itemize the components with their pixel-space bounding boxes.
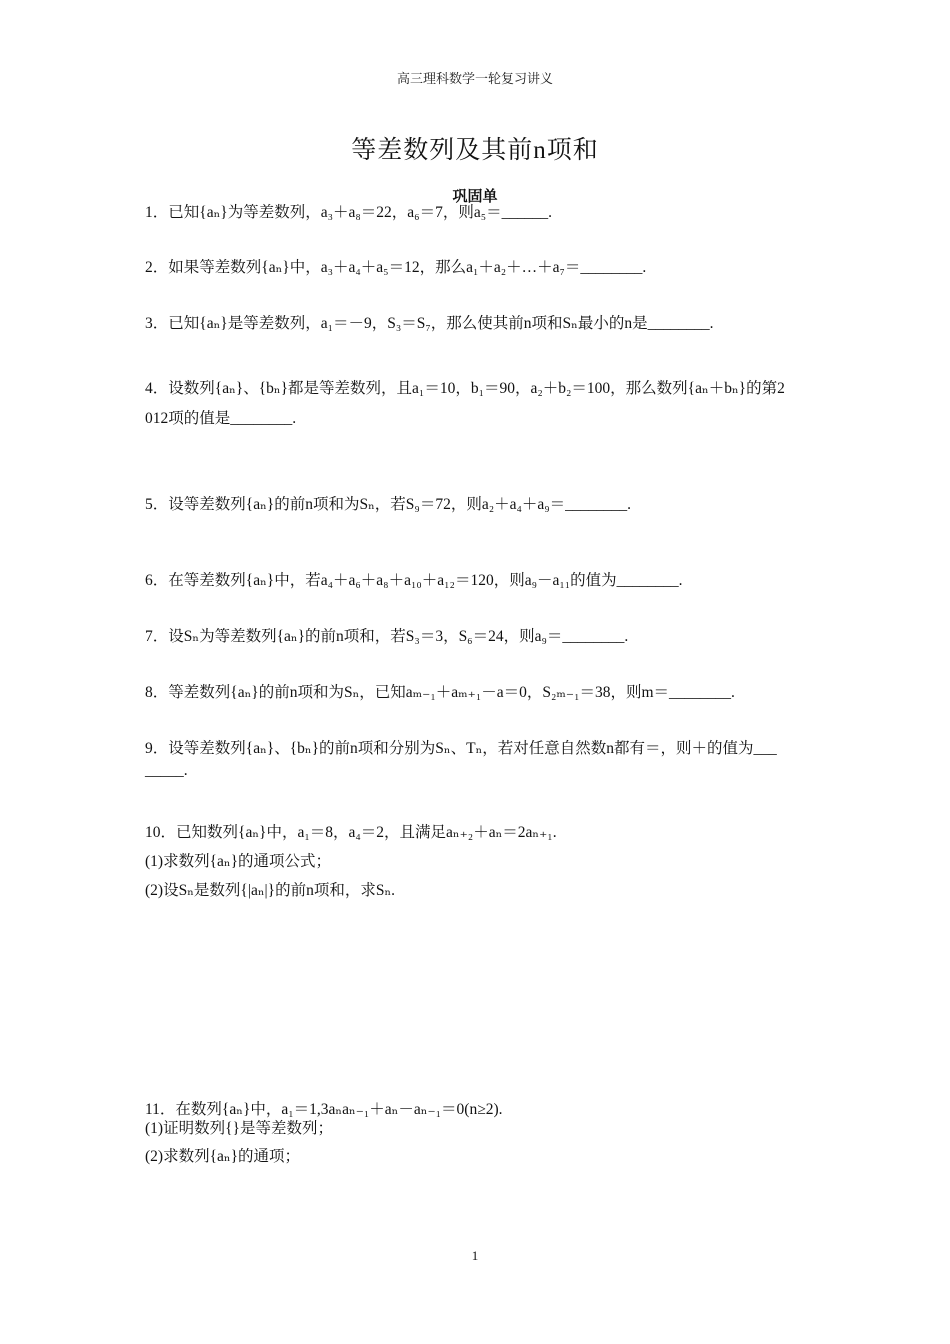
section-subtitle: 巩固单: [452, 189, 498, 205]
question-7: 7．设Sₙ为等差数列{aₙ}的前n项和，若S₃＝3，S₆＝24，则a₉＝________.: [145, 628, 629, 645]
question-11: 11．在数列{aₙ}中，a₁＝1,3aₙaₙ₋₁＋aₙ－aₙ₋₁＝0(n≥2).: [145, 1101, 503, 1118]
question-4-continuation: 012项的值是________.: [145, 410, 297, 427]
question-1: 1．已知{aₙ}为等差数列，a₃＋a₈＝22，a₆＝7，则a₅＝______.: [145, 204, 552, 221]
question-9-continuation: _____.: [145, 762, 188, 779]
question-11-part-1: (1)证明数列{}是等差数列；: [145, 1120, 333, 1137]
page-title: 等差数列及其前n项和: [351, 137, 599, 164]
page-number: 1: [471, 1248, 479, 1263]
question-10-part-2: (2)设Sₙ是数列{|aₙ|}的前n项和，求Sₙ.: [145, 882, 396, 899]
question-6: 6．在等差数列{aₙ}中，若a₄＋a₆＋a₈＋a₁₀＋a₁₂＝120，则a₉－a₁₁的值为________.: [145, 572, 683, 589]
question-2: 2．如果等差数列{aₙ}中，a₃＋a₄＋a₅＝12，那么a₁＋a₂＋…＋a₇＝________.: [145, 259, 647, 276]
question-8: 8．等差数列{aₙ}的前n项和为Sₙ，已知aₘ₋₁＋aₘ₊₁－a＝0，S₂ₘ₋₁＝38，则m＝________.: [145, 684, 735, 701]
running-header: 高三理科数学一轮复习讲义: [396, 71, 553, 86]
question-10: 10．已知数列{aₙ}中，a₁＝8，a₄＝2，且满足aₙ₊₂＋aₙ＝2aₙ₊₁.: [145, 824, 557, 841]
question-9: 9．设等差数列{aₙ}、{bₙ}的前n项和分别为Sₙ、Tₙ，若对任意自然数n都有＝，则＋的值为___: [145, 740, 777, 757]
question-3: 3．已知{aₙ}是等差数列，a₁＝－9，S₃＝S₇，那么使其前n项和Sₙ最小的n是________.: [145, 315, 714, 332]
question-11-part-2: (2)求数列{aₙ}的通项；: [145, 1148, 301, 1165]
question-5: 5．设等差数列{aₙ}的前n项和为Sₙ，若S₉＝72，则a₂＋a₄＋a₉＝________.: [145, 496, 632, 513]
question-4: 4．设数列{aₙ}、{bₙ}都是等差数列，且a₁＝10，b₁＝90，a₂＋b₂＝100，那么数列{aₙ＋bₙ}的第2: [145, 380, 785, 397]
question-10-part-1: (1)求数列{aₙ}的通项公式；: [145, 853, 332, 870]
